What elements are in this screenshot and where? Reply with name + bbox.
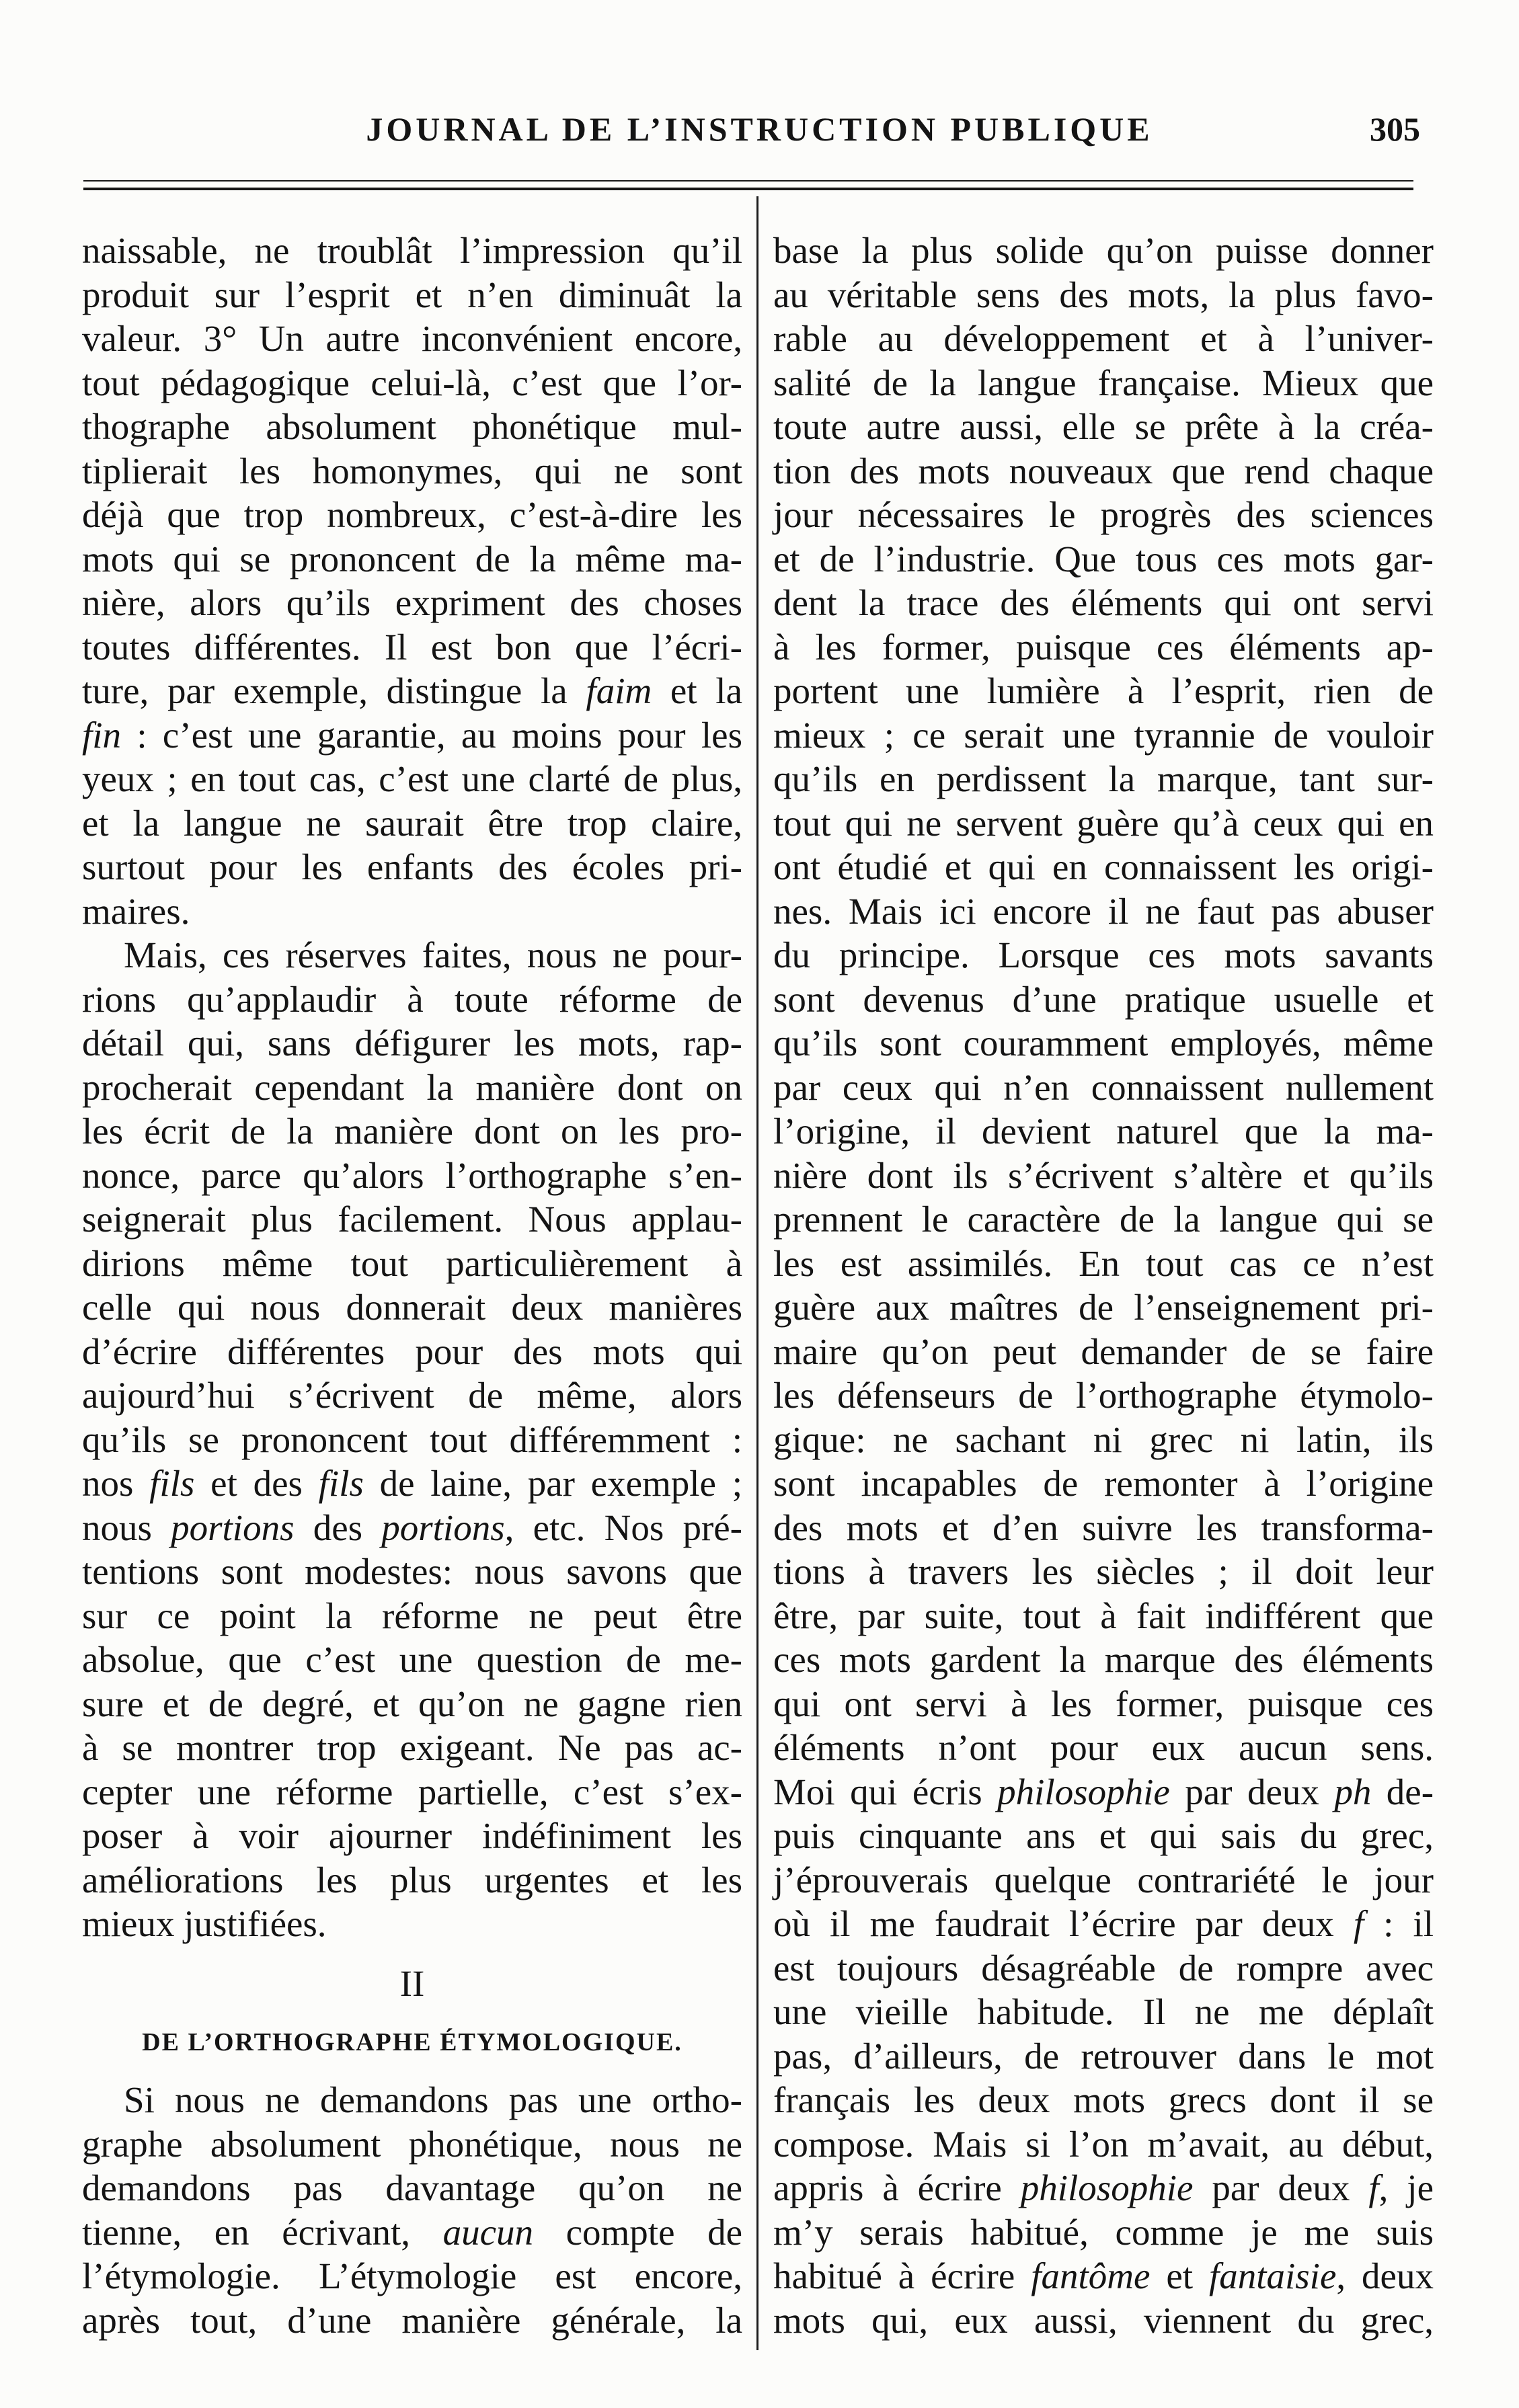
paragraph — [82, 2078, 742, 2342]
text-line: tout qui ne servent guère qu’à ceux qui en — [773, 802, 1434, 844]
text-segment: nos — [82, 1463, 150, 1504]
text-line: surtout pour les enfants des écoles pri- — [82, 846, 742, 887]
text-line: après tout, d’une manière générale, la — [82, 2299, 742, 2341]
italic-word: fils — [149, 1463, 195, 1504]
text-segment: tienne, en écrivant, — [82, 2211, 443, 2253]
text-line: mieux justifiées. — [82, 1903, 327, 1944]
text-segment: et — [1150, 2255, 1209, 2296]
text-line: mots qui, eux aussi, viennent du grec, — [773, 2299, 1434, 2341]
text-line: gique: ne sachant ni grec ni latin, ils — [773, 1418, 1434, 1460]
text-line: poser à voir ajourner indéfiniment les — [82, 1815, 742, 1856]
text-line: les défenseurs de l’orthographe étymolo- — [773, 1375, 1434, 1416]
text-line: maire qu’on peut demander de se faire — [773, 1330, 1434, 1372]
text-line: graphe absolument phonétique, nous ne — [82, 2123, 742, 2165]
text-line: procherait cependant la manière dont on — [82, 1066, 742, 1108]
text-line: nonce, parce qu’alors l’orthographe s’en- — [82, 1154, 742, 1196]
text-segment: et la — [652, 670, 742, 711]
left-column — [82, 229, 742, 2342]
text-line: mieux ; ce serait une tyrannie de vouloir — [773, 714, 1434, 756]
text-line: sure et de degré, et qu’on ne gagne rien — [82, 1683, 742, 1724]
italic-word: ph — [1334, 1771, 1372, 1812]
column-divider — [756, 196, 758, 2350]
text-line: valeur. 3° Un autre inconvénient encore, — [82, 318, 742, 359]
text-segment: , etc. Nos pré- — [504, 1507, 742, 1548]
italic-word: portions — [171, 1507, 295, 1548]
text-line: qu’ils se prononcent tout différemment : — [82, 1418, 742, 1460]
text-line: puis cinquante ans et qui sais du grec, — [773, 1815, 1434, 1856]
text-line: l’étymologie. L’étymologie est encore, — [82, 2255, 742, 2296]
text-line: aujourd’hui s’écrivent de même, alors — [82, 1375, 742, 1416]
italic-word: fantaisie — [1208, 2255, 1337, 2296]
text-line: yeux ; en tout cas, c’est une clarté de plus, — [82, 758, 742, 799]
italic-word: portions — [381, 1507, 505, 1548]
text-line: seignerait plus facilement. Nous applau- — [82, 1199, 742, 1240]
text-line: compose. Mais si l’on m’avait, au début, — [773, 2123, 1434, 2165]
text-line: à se montrer trop exigeant. Ne pas ac- — [82, 1727, 742, 1768]
text-line: nière, alors qu’ils expriment des choses — [82, 582, 742, 623]
text-line: cepter une réforme partielle, c’est s’ex- — [82, 1771, 742, 1812]
text-line: celle qui nous donnerait deux manières — [82, 1287, 742, 1328]
text-line: dirions même tout particulièrement à — [82, 1242, 742, 1284]
text-line: sur ce point la réforme ne peut être — [82, 1595, 742, 1636]
text-line: éléments n’ont pour eux aucun sens. — [773, 1727, 1434, 1768]
text-line: ces mots gardent la marque des éléments — [773, 1639, 1434, 1680]
text-line: nière dont ils s’écrivent s’altère et qu’ils — [773, 1154, 1434, 1196]
text-line: m’y serais habitué, comme je me suis — [773, 2211, 1434, 2253]
italic-word: fantôme — [1031, 2255, 1151, 2296]
text-line: pas, d’ailleurs, de retrouver dans le mot — [773, 2035, 1434, 2077]
text-line: tion des mots nouveaux que rend chaque — [773, 450, 1434, 491]
text-line: Mais, ces réserves faites, nous ne pour- — [124, 934, 742, 975]
paragraph — [82, 229, 742, 933]
text-line — [773, 2254, 1434, 2298]
italic-word: fils — [318, 1463, 364, 1504]
text-line: salité de la langue française. Mieux que — [773, 362, 1434, 403]
text-line: toute autre aussi, elle se prête à la créa- — [773, 406, 1434, 447]
text-line — [82, 713, 742, 758]
text-line: d’écrire différentes pour des mots qui — [82, 1330, 742, 1372]
text-line: j’éprouverais quelque contrariété le jour — [773, 1859, 1434, 1900]
journal-title: JOURNAL DE L’INSTRUCTION PUBLIQUE — [366, 110, 1153, 148]
text-line: toutes différentes. Il est bon que l’écri- — [82, 626, 742, 668]
text-line — [82, 669, 742, 713]
text-segment: par deux — [1193, 2167, 1369, 2208]
text-segment: et des — [194, 1463, 319, 1504]
italic-word: f — [1368, 2167, 1379, 2208]
text-segment: où il me faudrait l’écrire par deux — [773, 1903, 1354, 1944]
text-segment: de- — [1371, 1771, 1434, 1812]
italic-word: philosophie — [1020, 2167, 1194, 2208]
text-line: prennent le caractère de la langue qui se — [773, 1199, 1434, 1240]
italic-word: f — [1353, 1903, 1364, 1944]
italic-word: fin — [82, 714, 122, 756]
text-line: qui ont servi à les former, puisque ces — [773, 1683, 1434, 1724]
text-segment: habitué à écrire — [773, 2255, 1031, 2296]
section-number: II — [399, 1962, 425, 2004]
text-line: les écrit de la manière dont on les pro- — [82, 1111, 742, 1152]
text-line: tions à travers les siècles ; il doit leur — [773, 1551, 1434, 1592]
text-line: sont devenus d’une pratique usuelle et — [773, 978, 1434, 1020]
page-number: 305 — [1370, 110, 1420, 148]
text-line: et la langue ne saurait être trop claire, — [82, 802, 742, 844]
text-line: dent la trace des éléments qui ont servi — [773, 582, 1434, 623]
text-line: qu’ils sont couramment employés, même — [773, 1022, 1434, 1063]
text-line: absolue, que c’est une question de me- — [82, 1639, 742, 1680]
text-line: maires. — [82, 890, 190, 932]
text-line: détail qui, sans défigurer les mots, rap- — [82, 1022, 742, 1063]
text-line — [773, 2166, 1434, 2210]
text-line: thographe absolument phonétique mul- — [82, 406, 742, 447]
text-line: une vieille habitude. Il ne me déplaît — [773, 1991, 1434, 2032]
header-rule-thin — [83, 180, 1413, 182]
text-line: tiplierait les homonymes, qui ne sont — [82, 450, 742, 491]
text-segment: appris à écrire — [773, 2167, 1021, 2208]
paragraph — [773, 229, 1434, 2342]
right-column — [773, 229, 1434, 2342]
italic-word: philosophie — [997, 1771, 1170, 1812]
text-line: être, par suite, tout à fait indifférent que — [773, 1595, 1434, 1636]
text-line: tout pédagogique celui-là, c’est que l’or- — [82, 362, 742, 403]
text-segment: nous — [82, 1507, 171, 1548]
text-line: des mots et d’en suivre les transforma- — [773, 1507, 1434, 1548]
text-line: jour nécessaires le progrès des sciences — [773, 494, 1434, 535]
text-line: Si nous ne demandons pas une ortho- — [124, 2079, 742, 2120]
text-line: du principe. Lorsque ces mots savants — [773, 934, 1434, 975]
text-line: français les deux mots grecs dont il se — [773, 2079, 1434, 2120]
text-line: l’origine, il devient naturel que la ma- — [773, 1111, 1434, 1152]
text-line: naissable, ne troublât l’impression qu’il — [82, 230, 742, 271]
text-line: au véritable sens des mots, la plus favo- — [773, 274, 1434, 315]
text-line: rions qu’applaudir à toute réforme de — [82, 978, 742, 1020]
text-line: qu’ils en perdissent la marque, tant sur- — [773, 758, 1434, 799]
text-line: base la plus solide qu’on puisse donner — [773, 230, 1434, 271]
text-line: améliorations les plus urgentes et les — [82, 1859, 742, 1900]
text-segment: , je — [1378, 2167, 1434, 2208]
text-line — [82, 1461, 742, 1506]
text-line — [82, 1506, 742, 1550]
text-line: les est assimilés. En tout cas ce n’est — [773, 1242, 1434, 1284]
text-segment: , deux — [1336, 2255, 1434, 2296]
text-line: rable au développement et à l’univer- — [773, 318, 1434, 359]
text-line — [82, 2210, 742, 2255]
text-line: nes. Mais ici encore il ne faut pas abuser — [773, 890, 1434, 932]
text-segment: des — [294, 1507, 382, 1548]
text-segment: par deux — [1169, 1771, 1335, 1812]
text-segment: compte de — [533, 2211, 742, 2253]
text-segment: Moi qui écris — [773, 1771, 998, 1812]
text-line: demandons pas davantage qu’on ne — [82, 2167, 742, 2208]
text-line — [773, 1902, 1434, 1946]
text-segment: ture, par exemple, distingue la — [82, 670, 586, 711]
text-line: tentions sont modestes: nous savons que — [82, 1551, 742, 1592]
text-line: guère aux maîtres de l’enseignement pri- — [773, 1287, 1434, 1328]
text-line: à les former, puisque ces éléments ap- — [773, 626, 1434, 668]
paragraph — [82, 933, 742, 1946]
text-line: et de l’industrie. Que tous ces mots gar- — [773, 538, 1434, 579]
text-line: par ceux qui n’en connaissent nullement — [773, 1066, 1434, 1108]
text-line: déjà que trop nombreux, c’est-à-dire les — [82, 494, 742, 535]
text-segment: de laine, par exemple ; — [363, 1463, 742, 1504]
text-line: portent une lumière à l’esprit, rien de — [773, 670, 1434, 711]
text-line: ont étudié et qui en connaissent les origi- — [773, 846, 1434, 887]
text-segment: : il — [1364, 1903, 1434, 1944]
text-line: produit sur l’esprit et n’en diminuât la — [82, 274, 742, 315]
text-segment: : c’est une garantie, au moins pour les — [121, 714, 742, 756]
italic-word: faim — [586, 670, 652, 711]
text-line: mots qui se prononcent de la même ma- — [82, 538, 742, 579]
text-line: est toujours désagréable de rompre avec — [773, 1947, 1434, 1989]
header-rule-thick — [83, 188, 1413, 190]
text-line: sont incapables de remonter à l’origine — [773, 1463, 1434, 1504]
section-title: DE L’ORTHOGRAPHE ÉTYMOLOGIQUE. — [142, 2028, 683, 2056]
italic-word: aucun — [442, 2211, 534, 2253]
text-line — [773, 1770, 1434, 1814]
